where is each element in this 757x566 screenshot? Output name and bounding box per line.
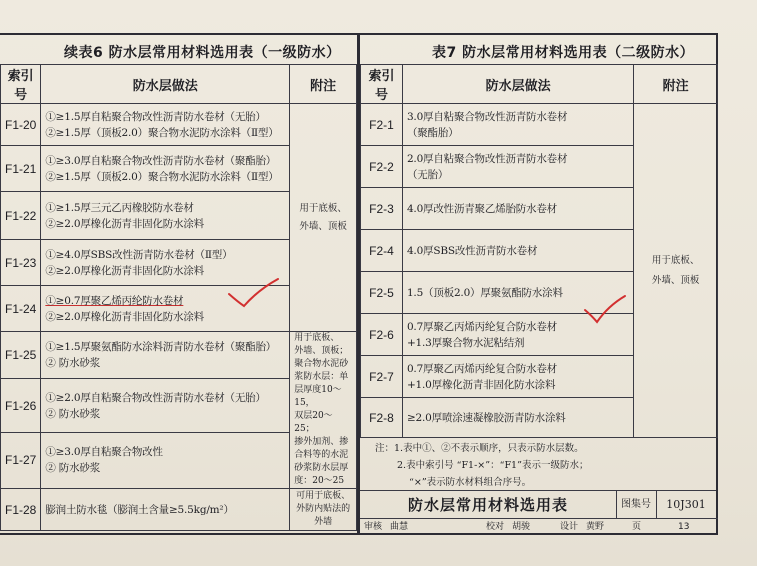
right-table-title: 表7 防水层常用材料选用表（二级防水） <box>432 45 695 61</box>
index-cell: F2-7 <box>361 356 403 398</box>
index-cell: F2-5 <box>361 272 403 314</box>
method-cell: ①≥1.5厚三元乙丙橡胶防水卷材 ②≥2.0厚橡化沥青非固化防水涂料 <box>41 192 290 240</box>
method-cell: ①≥3.0厚自粘聚合物改性 ② 防水砂浆 <box>41 432 290 488</box>
note-cell: 可用于底板、 外防内贴法的 外墙 <box>290 489 357 531</box>
designer-name: 黄野 <box>586 522 605 532</box>
checker-name: 胡骏 <box>512 522 531 532</box>
index-cell: F1-24 <box>1 286 41 332</box>
sheet-title: 防水层常用材料选用表 <box>360 490 617 519</box>
left-header-index: 索引号 <box>1 65 41 104</box>
method-cell: ①≥4.0厚SBS改性沥青防水卷材（Ⅱ型） ②≥2.0厚橡化沥青非固化防水涂料 <box>41 240 290 286</box>
index-cell: F1-20 <box>1 104 41 146</box>
index-cell: F2-6 <box>361 314 403 356</box>
table-row <box>1 489 357 531</box>
review-label: 审核 <box>364 522 383 532</box>
table-row <box>1 332 357 379</box>
left-table-title: 续表6 防水层常用材料选用表（一级防水） <box>64 45 341 61</box>
title-block <box>360 490 718 535</box>
index-cell: F1-23 <box>1 240 41 286</box>
signature-row <box>360 518 718 536</box>
index-cell: F1-21 <box>1 146 41 192</box>
note-line: “×”表示防水材料组合序号。 <box>409 477 532 488</box>
method-cell: 0.7厚聚乙丙烯丙纶复合防水卷材 +1.3厚聚合物水泥粘结剂 <box>402 314 633 356</box>
check-mark-icon <box>582 292 628 326</box>
index-cell: F1-22 <box>1 192 41 240</box>
note-cell: 用于底板、 外墙、顶板； 聚合物水泥砂 浆防水层：单 层厚度10～15， 双层20～25； 掺外加剂、掺 合料等的水泥 砂浆防水层厚 度：20～25 <box>290 332 357 489</box>
index-cell: F2-2 <box>361 146 403 188</box>
index-cell: F1-25 <box>1 332 41 379</box>
table-row <box>1 104 357 146</box>
method-cell: ①≥1.5厚自粘聚合物改性沥青防水卷材（无胎） ②≥1.5厚（顶板2.0）聚合物水泥防水涂料（Ⅱ型） <box>41 104 290 146</box>
method-cell: ①≥1.5厚聚氨酯防水涂料沥青防水卷材（聚酯胎） ② 防水砂浆 <box>41 332 290 379</box>
note-line: 注：1.表中①、②不表示顺序，只表示防水层数。 <box>375 443 584 454</box>
right-table <box>360 64 718 438</box>
method-cell: 4.0厚SBS改性沥青防水卷材 <box>402 230 633 272</box>
index-cell: F1-27 <box>1 432 41 488</box>
table-row <box>361 104 718 146</box>
left-table <box>0 64 357 531</box>
right-header-method: 防水层做法 <box>402 65 633 104</box>
method-cell: 4.0厚改性沥青聚乙烯胎防水卷材 <box>402 188 633 230</box>
index-cell: F2-1 <box>361 104 403 146</box>
page-label: 页 <box>632 522 642 532</box>
index-cell: F2-3 <box>361 188 403 230</box>
right-header-note: 附注 <box>634 65 718 104</box>
right-header-index: 索引号 <box>361 65 403 104</box>
design-label: 设计 <box>560 522 579 532</box>
note-cell: 用于底板、 外墙、顶板 <box>634 104 718 438</box>
index-cell: F1-28 <box>1 489 41 531</box>
left-header-note: 附注 <box>290 65 357 104</box>
method-cell: 膨润土防水毯（膨润土含量≥5.5kg/m²） <box>41 489 290 531</box>
index-cell: F2-8 <box>361 398 403 438</box>
check-label: 校对 <box>486 522 505 532</box>
index-cell: F2-4 <box>361 230 403 272</box>
method-cell: ①≥0.7厚聚乙烯丙纶防水卷材 ②≥2.0厚橡化沥青非固化防水涂料 <box>41 286 290 332</box>
method-cell: 1.5（顶板2.0）厚聚氨酯防水涂料 <box>402 272 633 314</box>
page-number: 13 <box>678 522 690 532</box>
method-cell: ①≥3.0厚自粘聚合物改性沥青防水卷材（聚酯胎） ②≥1.5厚（顶板2.0）聚合物水泥防水涂料（Ⅱ型） <box>41 146 290 192</box>
left-header-method: 防水层做法 <box>41 65 290 104</box>
table-notes <box>375 440 715 491</box>
method-cell: 0.7厚聚乙丙烯丙纶复合防水卷材 +1.0厚橡化沥青非固化防水涂料 <box>402 356 633 398</box>
index-cell: F1-26 <box>1 379 41 433</box>
check-mark-icon <box>226 276 282 310</box>
atlas-number: 10J301 <box>656 490 716 519</box>
note-cell: 用于底板、 外墙、顶板 <box>290 104 357 332</box>
method-cell: 2.0厚自粘聚合物改性沥青防水卷材 （无胎） <box>402 146 633 188</box>
method-cell: ≥2.0厚喷涂速凝橡胶沥青防水涂料 <box>402 398 633 438</box>
note-line: 2.表中索引号 “F1-×”：“F1”表示一级防水； <box>397 460 589 471</box>
atlas-label: 图集号 <box>616 490 657 519</box>
method-cell: ①≥2.0厚自粘聚合物改性沥青防水卷材（无胎） ② 防水砂浆 <box>41 379 290 433</box>
reviewer-name: 曲慧 <box>390 522 409 532</box>
method-cell: 3.0厚自粘聚合物改性沥青防水卷材 （聚酯胎） <box>402 104 633 146</box>
